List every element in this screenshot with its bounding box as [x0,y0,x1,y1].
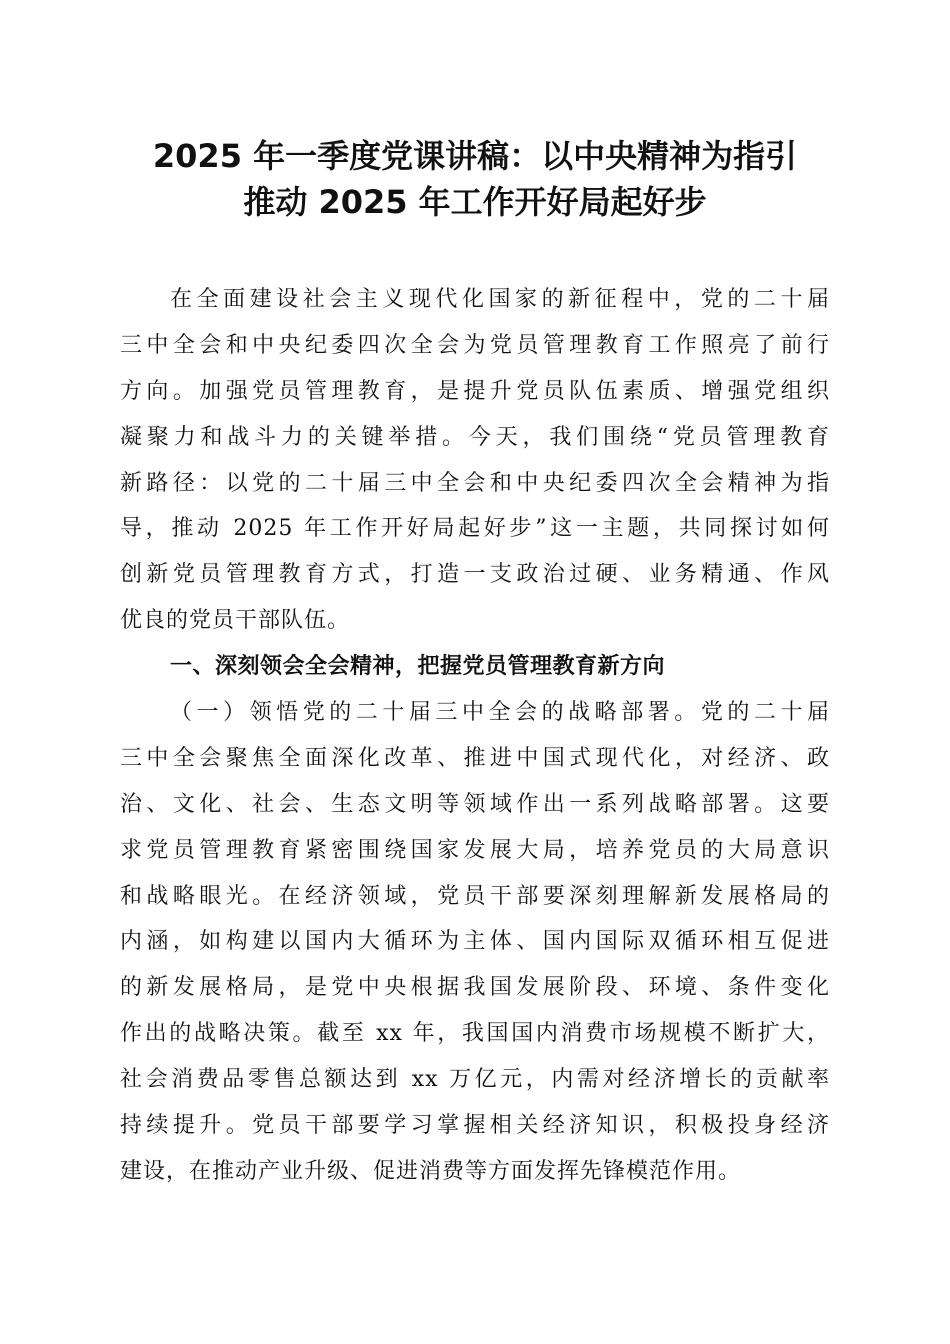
section-line: （一）领悟党的二十届三中全会的战略部署。党的二十届 [170,700,830,726]
section-line: 建设，在推动产业升级、促进消费等方面发挥先锋模范作用。 [120,1158,742,1184]
title-line-2: 推动 2025 年工作开好局起好步 [243,183,707,221]
section-line: 的新发展格局，是党中央根据我国发展阶段、环境、条件变化 [120,975,830,1001]
section-line: 持续提升。党员干部要学习掌握相关经济知识，积极投身经济 [120,1113,830,1139]
intro-line: 创新党员管理教育方式，打造一支政治过硬、业务精通、作风 [120,562,830,588]
section-line: 求党员管理教育紧密围绕国家发展大局，培养党员的大局意识 [120,837,830,863]
intro-line: 方向。加强党员管理教育，是提升党员队伍素质、增强党组织 [120,378,830,404]
intro-line: 三中全会和中央纪委四次全会为党员管理教育工作照亮了前行 [120,332,830,358]
document-title [100,133,850,225]
section-heading: 一、深刻领会全会精神，把握党员管理教育新方向 [170,654,666,680]
document-body [120,277,830,1195]
section-line: 三中全会聚焦全面深化改革、推进中国式现代化，对经济、政 [120,745,830,771]
title-line-1: 2025 年一季度党课讲稿：以中央精神为指引 [152,137,798,175]
intro-line: 新路径：以党的二十届三中全会和中央纪委四次全会精神为指 [120,470,830,496]
intro-line: 在全面建设社会主义现代化国家的新征程中，党的二十届 [170,287,830,312]
section-line: 内涵，如构建以国内大循环为主体、国内国际双循环相互促进 [120,929,830,955]
intro-line: 凝聚力和战斗力的关键举措。今天，我们围绕“党员管理教育 [120,424,830,450]
section-line: 作出的战略决策。截至 xx 年，我国国内消费市场规模不断扩大， [120,1021,830,1047]
section-line: 和战略眼光。在经济领域，党员干部要深刻理解新发展格局的 [120,883,830,909]
intro-line: 优良的党员干部队伍。 [120,608,351,634]
section-line: 治、文化、社会、生态文明等领域作出一系列战略部署。这要 [120,791,830,817]
section-line: 社会消费品零售总额达到 xx 万亿元，内需对经济增长的贡献率 [120,1067,830,1093]
intro-line: 导，推动 2025 年工作开好局起好步”这一主题，共同探讨如何 [120,516,830,542]
